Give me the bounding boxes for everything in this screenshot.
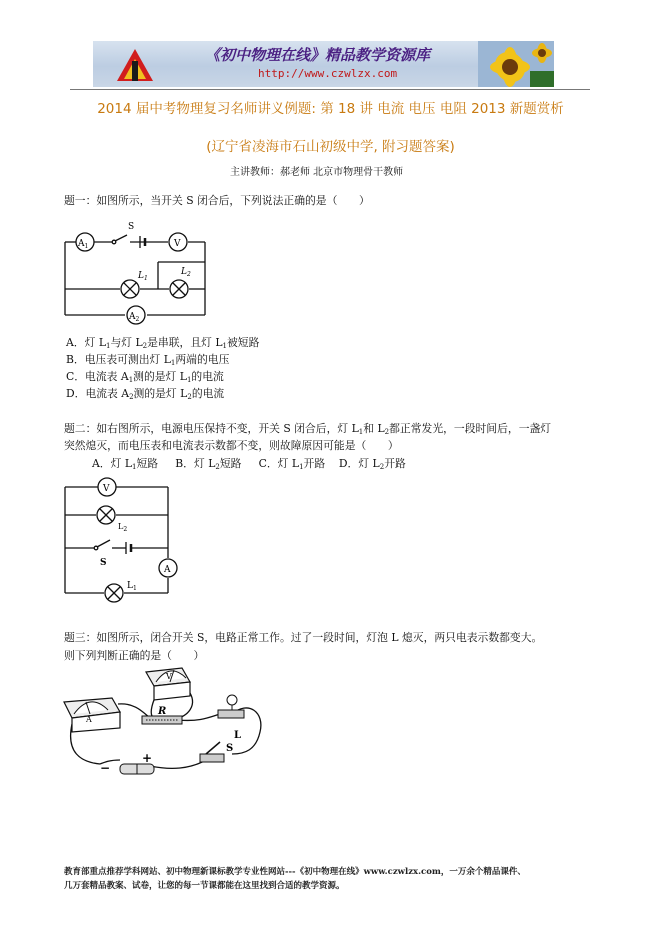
header-rule xyxy=(70,89,590,90)
svg-text:S: S xyxy=(100,558,107,568)
svg-text:+: + xyxy=(142,751,153,765)
header-banner xyxy=(93,41,554,87)
svg-text:V: V xyxy=(166,672,172,681)
svg-text:L1: $L_1$ xyxy=(138,271,148,282)
battery-icon xyxy=(120,764,154,774)
q2-option-d[interactable]: D．灯 $L_2$开路 xyxy=(338,457,406,471)
q3-apparatus-diagram xyxy=(60,662,275,782)
teacher-line: 主讲教师：郝老师 北京市物理骨干教师 xyxy=(230,167,404,178)
lamp-icon xyxy=(218,695,244,718)
banner-title: 《初中物理在线》精品教学资源库 xyxy=(205,46,431,64)
svg-text:A: A xyxy=(86,715,92,724)
q1-option-c[interactable]: C．电流表 $A_1$测的是灯 $L_1$的电流 xyxy=(66,370,224,384)
q2-options xyxy=(92,456,406,471)
q2-circuit-diagram xyxy=(60,476,185,604)
document-title: 2014 届中考物理复习名师讲义例题: 第 18 讲 电流 电压 电阻 2013 新题赏析 xyxy=(97,101,564,117)
svg-text:A1: $A_1$ xyxy=(78,239,89,250)
switch-icon xyxy=(200,742,224,762)
svg-text:L2: $L_2$ xyxy=(118,522,128,533)
svg-text:V: V xyxy=(174,239,181,249)
q3-stem-line1: 题三：如图所示，闭合开关 S，电路正常工作。过了一段时间，灯泡 L 熄灭，两只电表示数都变大。 xyxy=(64,631,543,644)
banner-url[interactable]: http://www.czwlzx.com xyxy=(258,67,398,80)
q1-option-b[interactable]: B．电压表可测出灯 $L_1$两端的电压 xyxy=(66,353,230,367)
q2-option-b[interactable]: B．灯 $L_2$短路 xyxy=(175,457,242,471)
q1-option-a[interactable]: A．灯 $L_1$与灯 $L_2$是串联，且灯 $L_1$被短路 xyxy=(66,336,260,350)
q2-stem-line2: 突然熄灭，而电压表和电流表示数都不变，则故障原因可能是（ ） xyxy=(64,439,399,452)
svg-text:A2: $A_2$ xyxy=(129,312,140,323)
svg-text:−: − xyxy=(100,761,111,775)
svg-text:V: V xyxy=(103,484,110,494)
svg-text:S: S xyxy=(226,743,234,754)
footer-line1: 教育部重点推荐学科网站、初中物理新课标教学专业性网站---《初中物理在线》www.czwlzx.com，一万余个精品课件、 xyxy=(64,867,526,877)
svg-text:L2: $L_2$ xyxy=(181,267,191,278)
rheostat-icon xyxy=(142,716,182,724)
sunflower-icon xyxy=(478,41,554,87)
ammeter-icon xyxy=(64,698,120,732)
svg-text:L: L xyxy=(234,730,242,741)
q1-circuit-diagram xyxy=(60,218,210,328)
svg-text:L1: $L_1$ xyxy=(127,581,137,592)
q3-stem-line2: 则下列判断正确的是（ ） xyxy=(64,649,205,662)
q2-option-a[interactable]: A．灯 $L_1$短路 xyxy=(92,457,159,471)
logo-icon xyxy=(113,47,157,85)
document-subtitle: (辽宁省凌海市石山初级中学, 附习题答案) xyxy=(206,139,455,155)
q2-stem-line1: 题二：如右图所示，电源电压保持不变，开关 S 闭合后，灯 $L_1$和 $L_2$都正常发光，一段时间后，一盏灯 xyxy=(64,422,552,436)
q1-option-d[interactable]: D．电流表 $A_2$测的是灯 $L_2$的电流 xyxy=(66,387,225,401)
svg-text:R: R xyxy=(158,706,167,717)
svg-text:S: S xyxy=(128,222,135,232)
footer-line2: 几万套精品教案、试卷，让您的每一节课都能在这里找到合适的教学资源。 xyxy=(64,881,345,891)
svg-text:A: A xyxy=(164,565,171,575)
q1-stem: 题一：如图所示，当开关 S 闭合后，下列说法正确的是（ ） xyxy=(64,194,370,207)
q2-option-c[interactable]: C．灯 $L_1$开路 xyxy=(258,457,326,471)
